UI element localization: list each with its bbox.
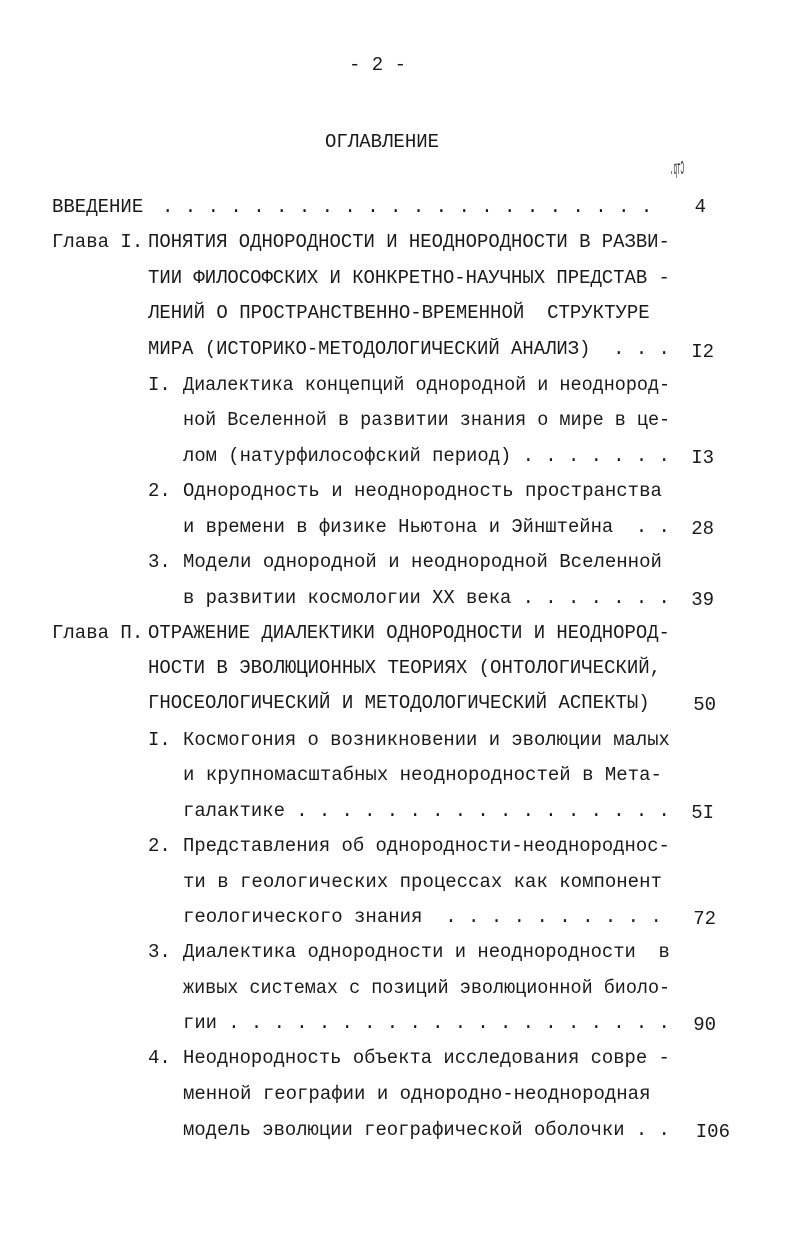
section-line: галактике . . . . . . . . . . . . . . . . . — [183, 800, 670, 822]
chapter-title-line: ТИИ ФИЛОСОФСКИХ И КОНКРЕТНО-НАУЧНЫХ ПРЕДСТАВ - — [148, 267, 670, 289]
section-number: I. — [148, 374, 171, 396]
section-line: в развитии космологии XX века . . . . . . . — [183, 587, 670, 609]
toc-page-number: I3 — [691, 447, 714, 469]
chapter-title-line: ПОНЯТИЯ ОДНОРОДНОСТИ И НЕОДНОРОДНОСТИ В РАЗВИ- — [148, 231, 670, 253]
toc-page-number: 90 — [693, 1014, 716, 1036]
toc-page-number: 50 — [693, 694, 716, 716]
section-line: Космогония о возникновении и эволюции малых — [183, 729, 670, 751]
section-line: менной географии и однородно-неоднородная — [183, 1083, 651, 1105]
page-number: - 2 - — [349, 54, 407, 76]
section-line: Диалектика однородности и неоднородности в — [183, 941, 670, 963]
page-column-header: Стр. — [669, 158, 684, 180]
section-number: I. — [148, 729, 171, 751]
toc-entry-label: ВВЕДЕНИЕ — [52, 196, 144, 218]
chapter-title-line: ЛЕНИЙ О ПРОСТРАНСТВЕННО-ВРЕМЕННОЙ СТРУКТУРЕ — [148, 302, 650, 324]
section-line: Диалектика концепций однородной и неоднород- — [183, 374, 671, 396]
chapter-label: Глава П. — [52, 622, 144, 644]
section-line: Модели однородной и неоднородной Вселенной — [183, 551, 662, 573]
section-number: 3. — [148, 941, 171, 963]
chapter-title-line: ОТРАЖЕНИЕ ДИАЛЕКТИКИ ОДНОРОДНОСТИ И НЕОДНОРОД- — [148, 622, 670, 644]
section-line: и крупномасштабных неоднородностей в Мета- — [183, 764, 662, 786]
section-line: лом (натурфилософский период) . . . . . . . — [183, 445, 670, 467]
section-number: 2. — [148, 480, 171, 502]
section-number: 4. — [148, 1047, 171, 1069]
section-line: и времени в физике Ньютона и Эйнштейна . . — [183, 516, 670, 538]
toc-page-number: 28 — [691, 518, 714, 540]
section-line: Однородность и неоднородность пространства — [183, 480, 662, 502]
section-line: Неоднородность объекта исследования совре - — [183, 1047, 670, 1069]
chapter-title-line: ГНОСЕОЛОГИЧЕСКИЙ И МЕТОДОЛОГИЧЕСКИЙ АСПЕКТЫ) — [148, 692, 650, 714]
toc-page-number: 72 — [693, 908, 716, 930]
toc-page-number: 39 — [691, 589, 714, 611]
toc-page-number: I06 — [695, 1121, 730, 1143]
toc-page-number: 4 — [694, 196, 706, 218]
section-line: геологического знания . . . . . . . . . . — [183, 906, 662, 928]
section-line: ной Вселенной в развитии знания о мире в це- — [183, 409, 671, 431]
section-line: живых системах с позиций эволюционной биоло- — [183, 977, 671, 999]
section-line: Представления об однородности-неоднороднос- — [183, 835, 670, 857]
chapter-title-line: НОСТИ В ЭВОЛЮЦИОННЫХ ТЕОРИЯХ (ОНТОЛОГИЧЕСКИЙ, — [148, 657, 662, 679]
chapter-title-line: МИРА (ИСТОРИКО-МЕТОДОЛОГИЧЕСКИЙ АНАЛИЗ) . . . — [148, 338, 670, 360]
section-number: 2. — [148, 835, 171, 857]
section-line: ти в геологических процессах как компонент — [183, 871, 662, 893]
toc-leader-dots: . . . . . . . . . . . . . . . . . . . . . . — [162, 196, 653, 218]
section-number: 3. — [148, 551, 171, 573]
section-line: гии . . . . . . . . . . . . . . . . . . . . — [183, 1012, 670, 1034]
section-line: модель эволюции географической оболочки . . — [183, 1119, 670, 1141]
toc-page-number: 5I — [691, 802, 714, 824]
toc-page-number: I2 — [691, 341, 714, 363]
chapter-label: Глава I. — [52, 231, 144, 253]
page-title: ОГЛАВЛЕНИЕ — [325, 131, 440, 153]
